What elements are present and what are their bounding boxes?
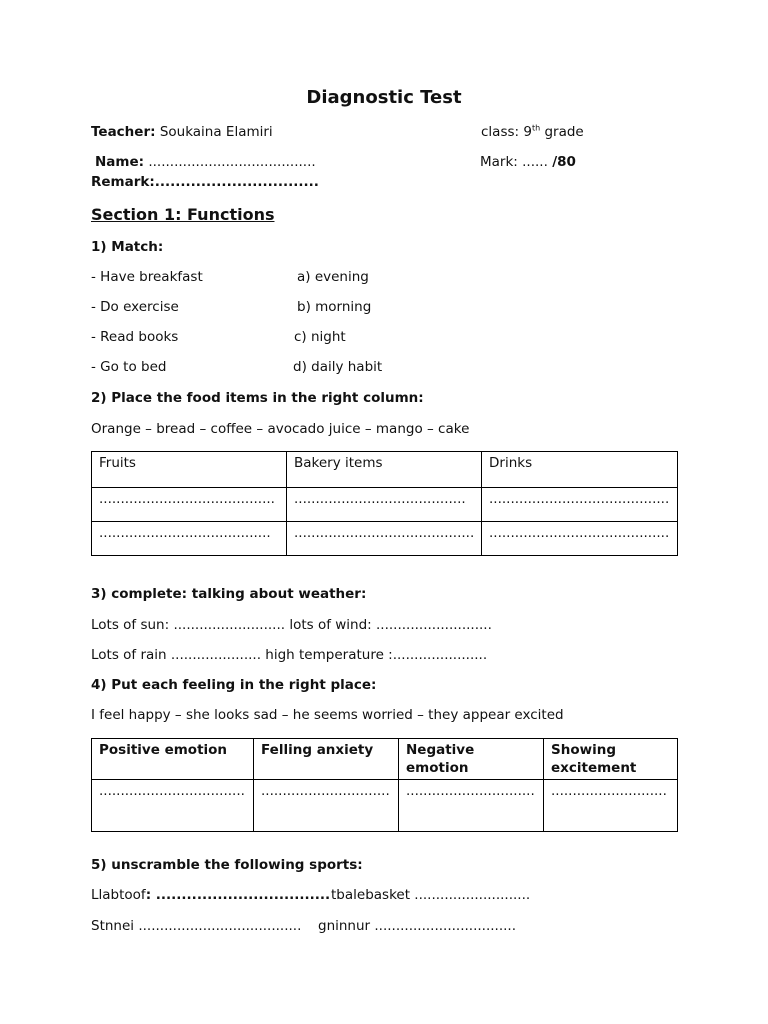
- sport-1-word: Llabtoof: [91, 887, 146, 903]
- class-suffix: grade: [540, 124, 584, 140]
- name-blank[interactable]: .......................................: [144, 154, 316, 170]
- table-header-row: [92, 452, 678, 488]
- match-left-4: - Go to bed: [91, 359, 167, 375]
- blank-cell[interactable]: ..........................................: [287, 522, 482, 556]
- section-title: Section 1: Functions: [91, 205, 275, 224]
- match-right-a: a) evening: [297, 269, 369, 285]
- match-right-d: d) daily habit: [293, 359, 383, 375]
- q2-items: Orange – bread – coffee – avocado juice – mango – cake: [91, 421, 470, 437]
- class-prefix: class: 9: [481, 124, 532, 140]
- match-left-2: - Do exercise: [91, 299, 179, 315]
- match-left-3: - Read books: [91, 329, 179, 345]
- mark-label: Mark:: [480, 154, 518, 170]
- sport-2[interactable]: tbalebasket ...........................: [331, 887, 531, 903]
- blank-cell[interactable]: .........................................: [92, 488, 287, 522]
- match-right-b: b) morning: [297, 299, 372, 315]
- remark-line: [91, 173, 319, 191]
- header-negative-emotion: Negative emotion: [399, 739, 544, 780]
- header-positive-emotion: Positive emotion: [92, 739, 254, 780]
- blank-cell[interactable]: ...........................: [544, 780, 678, 832]
- q1-title: 1) Match:: [91, 239, 164, 255]
- header-bakery-items: Bakery items: [287, 452, 482, 488]
- blank-cell[interactable]: ..................................: [92, 780, 254, 832]
- class-info: [481, 123, 584, 141]
- table-row: [92, 488, 678, 522]
- q5-title: 5) unscramble the following sports:: [91, 857, 363, 873]
- sport-4[interactable]: gninnur .................................: [318, 918, 516, 934]
- q4-title: 4) Put each feeling in the right place:: [91, 677, 377, 693]
- teacher-line: [91, 123, 273, 141]
- mark-blank[interactable]: ......: [517, 154, 553, 170]
- mark-total: /80: [552, 154, 576, 170]
- blank-cell[interactable]: ........................................: [287, 488, 482, 522]
- mark-line: [480, 153, 576, 171]
- name-line: [95, 153, 316, 171]
- sport-1-blank[interactable]: : ..................................: [145, 887, 331, 903]
- weather-line-2[interactable]: Lots of rain ..................... high temperature :......................: [91, 647, 488, 663]
- blank-cell[interactable]: ..............................: [399, 780, 544, 832]
- blank-cell[interactable]: ..........................................: [482, 488, 678, 522]
- blank-cell[interactable]: ........................................: [92, 522, 287, 556]
- table-row: [92, 780, 678, 832]
- class-sup: th: [531, 123, 541, 133]
- header-showing-excitement: Showing excitement: [544, 739, 678, 780]
- table-row: [92, 522, 678, 556]
- match-right-c: c) night: [294, 329, 346, 345]
- sport-3[interactable]: Stnnei ......................................: [91, 918, 302, 934]
- remark-label: Remark:: [91, 174, 155, 190]
- teacher-name: Soukaina Elamiri: [159, 124, 273, 140]
- blank-cell[interactable]: ..........................................: [482, 522, 678, 556]
- remark-blank[interactable]: ................................: [154, 174, 319, 190]
- food-table: [91, 451, 678, 556]
- match-left-1: - Have breakfast: [91, 269, 203, 285]
- header-drinks: Drinks: [482, 452, 678, 488]
- page-title: Diagnostic Test: [306, 87, 462, 108]
- blank-cell[interactable]: ..............................: [254, 780, 399, 832]
- q3-title: 3) complete: talking about weather:: [91, 586, 367, 602]
- sport-1: [91, 886, 330, 904]
- feelings-table: [91, 738, 678, 832]
- name-label: Name:: [95, 154, 145, 170]
- teacher-label: Teacher:: [91, 124, 156, 140]
- q2-title: 2) Place the food items in the right column:: [91, 390, 424, 406]
- weather-line-1[interactable]: Lots of sun: .......................... lots of wind: ...........................: [91, 617, 492, 633]
- header-fruits: Fruits: [92, 452, 287, 488]
- q4-items: I feel happy – she looks sad – he seems worried – they appear excited: [91, 707, 564, 723]
- table-header-row: [92, 739, 678, 780]
- header-felling-anxiety: Felling anxiety: [254, 739, 399, 780]
